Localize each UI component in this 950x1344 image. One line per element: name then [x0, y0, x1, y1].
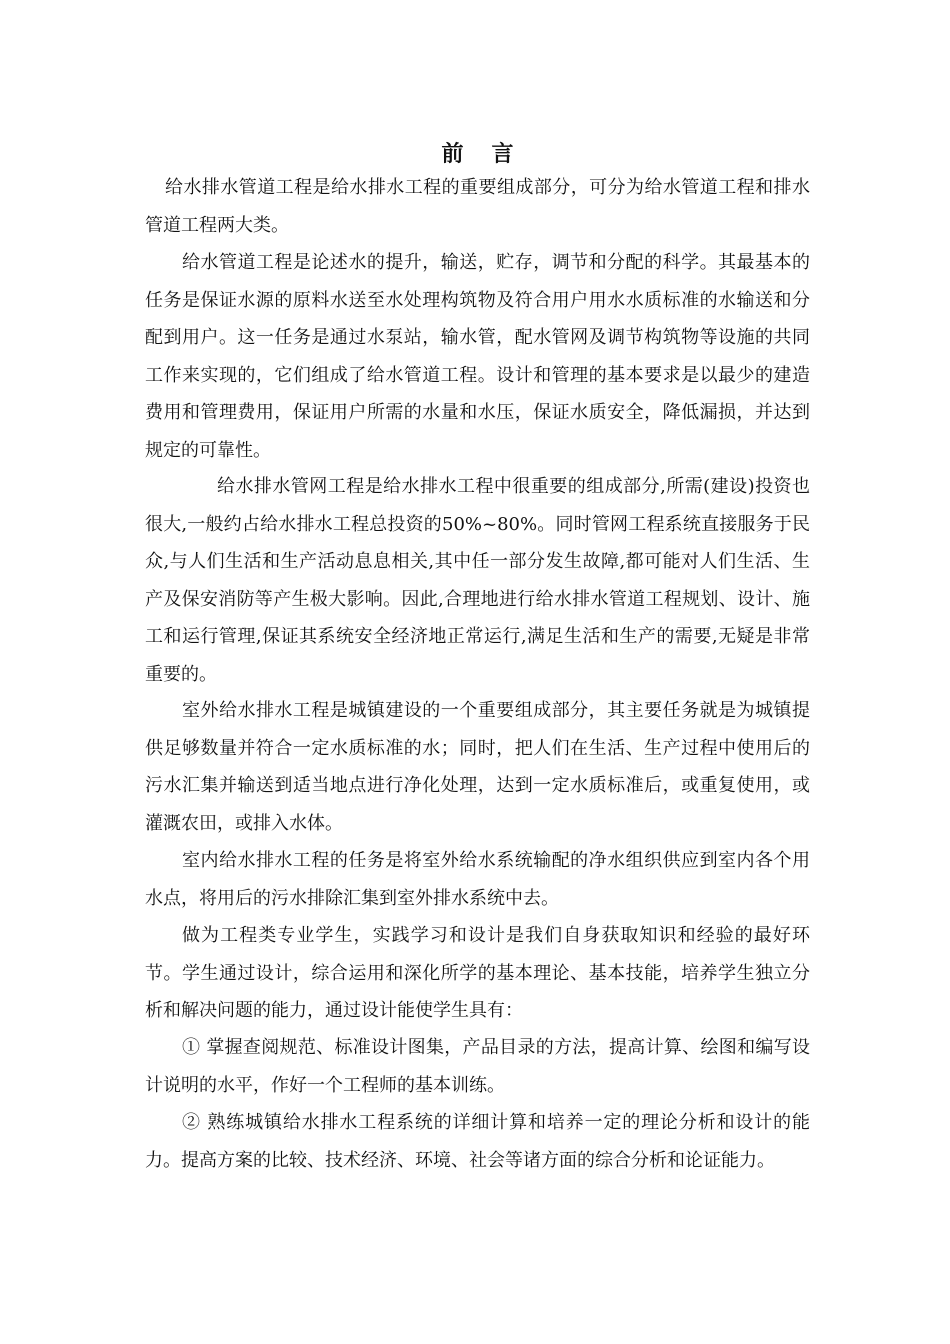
paragraph-indoor: 室内给水排水工程的任务是将室外给水系统输配的净水组织供应到室内各个用水点，将用后的污水排除汇集到室外排水系统中去。: [145, 850, 810, 909]
paragraph-practice: 做为工程类专业学生，实践学习和设计是我们自身获取知识和经验的最好环节。学生通过设计，综合运用和深化所学的基本理论、基本技能，培养学生独立分析和解决问题的能力，通过设计能使学生具有：: [145, 925, 810, 1021]
paragraph-water-supply: 给水管道工程是论述水的提升，输送，贮存，调节和分配的科学。其最基本的任务是保证水源的原料水送至水处理构筑物及符合用户用水水质标准的水输送和分配到用户。这一任务是通过水泵站，输水管，配水管网及调节构筑物等设施的共同工作来实现的，它们组成了给水管道工程。设计和管理的基本要求是以最少的建造费用和管理费用，保证用户所需的水量和水压，保证水质安全，降低漏损，并达到规定的可靠性。: [145, 252, 810, 461]
paragraph-pipe-network: 给水排水管网工程是给水排水工程中很重要的组成部分,所需(建设)投资也很大,一般约占给水排水工程总投资的50%~80%。同时管网工程系统直接服务于民众,与人们生活和生产活动息息相关,其中任一部分发生故障,都可能对人们生活、生产及保安消防等产生极大影响。因此,合理地进行给水排水管道工程规划、设计、施工和运行管理,保证其系统安全经济地正常运行,满足生活和生产的需要,无疑是非常重要的。: [145, 476, 810, 685]
paragraph-outdoor: 室外给水排水工程是城镇建设的一个重要组成部分，其主要任务就是为城镇提供足够数量并符合一定水质标准的水；同时，把人们在生活、生产过程中使用后的污水汇集并输送到适当地点进行净化处理，达到一定水质标准后，或重复使用，或灌溉农田，或排入水体。: [145, 700, 810, 834]
list-item-2: ② 熟练城镇给水排水工程系统的详细计算和培养一定的理论分析和设计的能力。提高方案的比较、技术经济、环境、社会等诸方面的综合分析和论证能力。: [145, 1112, 810, 1171]
list-item-1: ① 掌握查阅规范、标准设计图集，产品目录的方法，提高计算、绘图和编写设计说明的水平，作好一个工程师的基本训练。: [145, 1037, 810, 1096]
paragraph-intro: 给水排水管道工程是给水排水工程的重要组成部分，可分为给水管道工程和排水管道工程两大类。: [145, 177, 810, 236]
page-title: 前言: [441, 141, 542, 167]
